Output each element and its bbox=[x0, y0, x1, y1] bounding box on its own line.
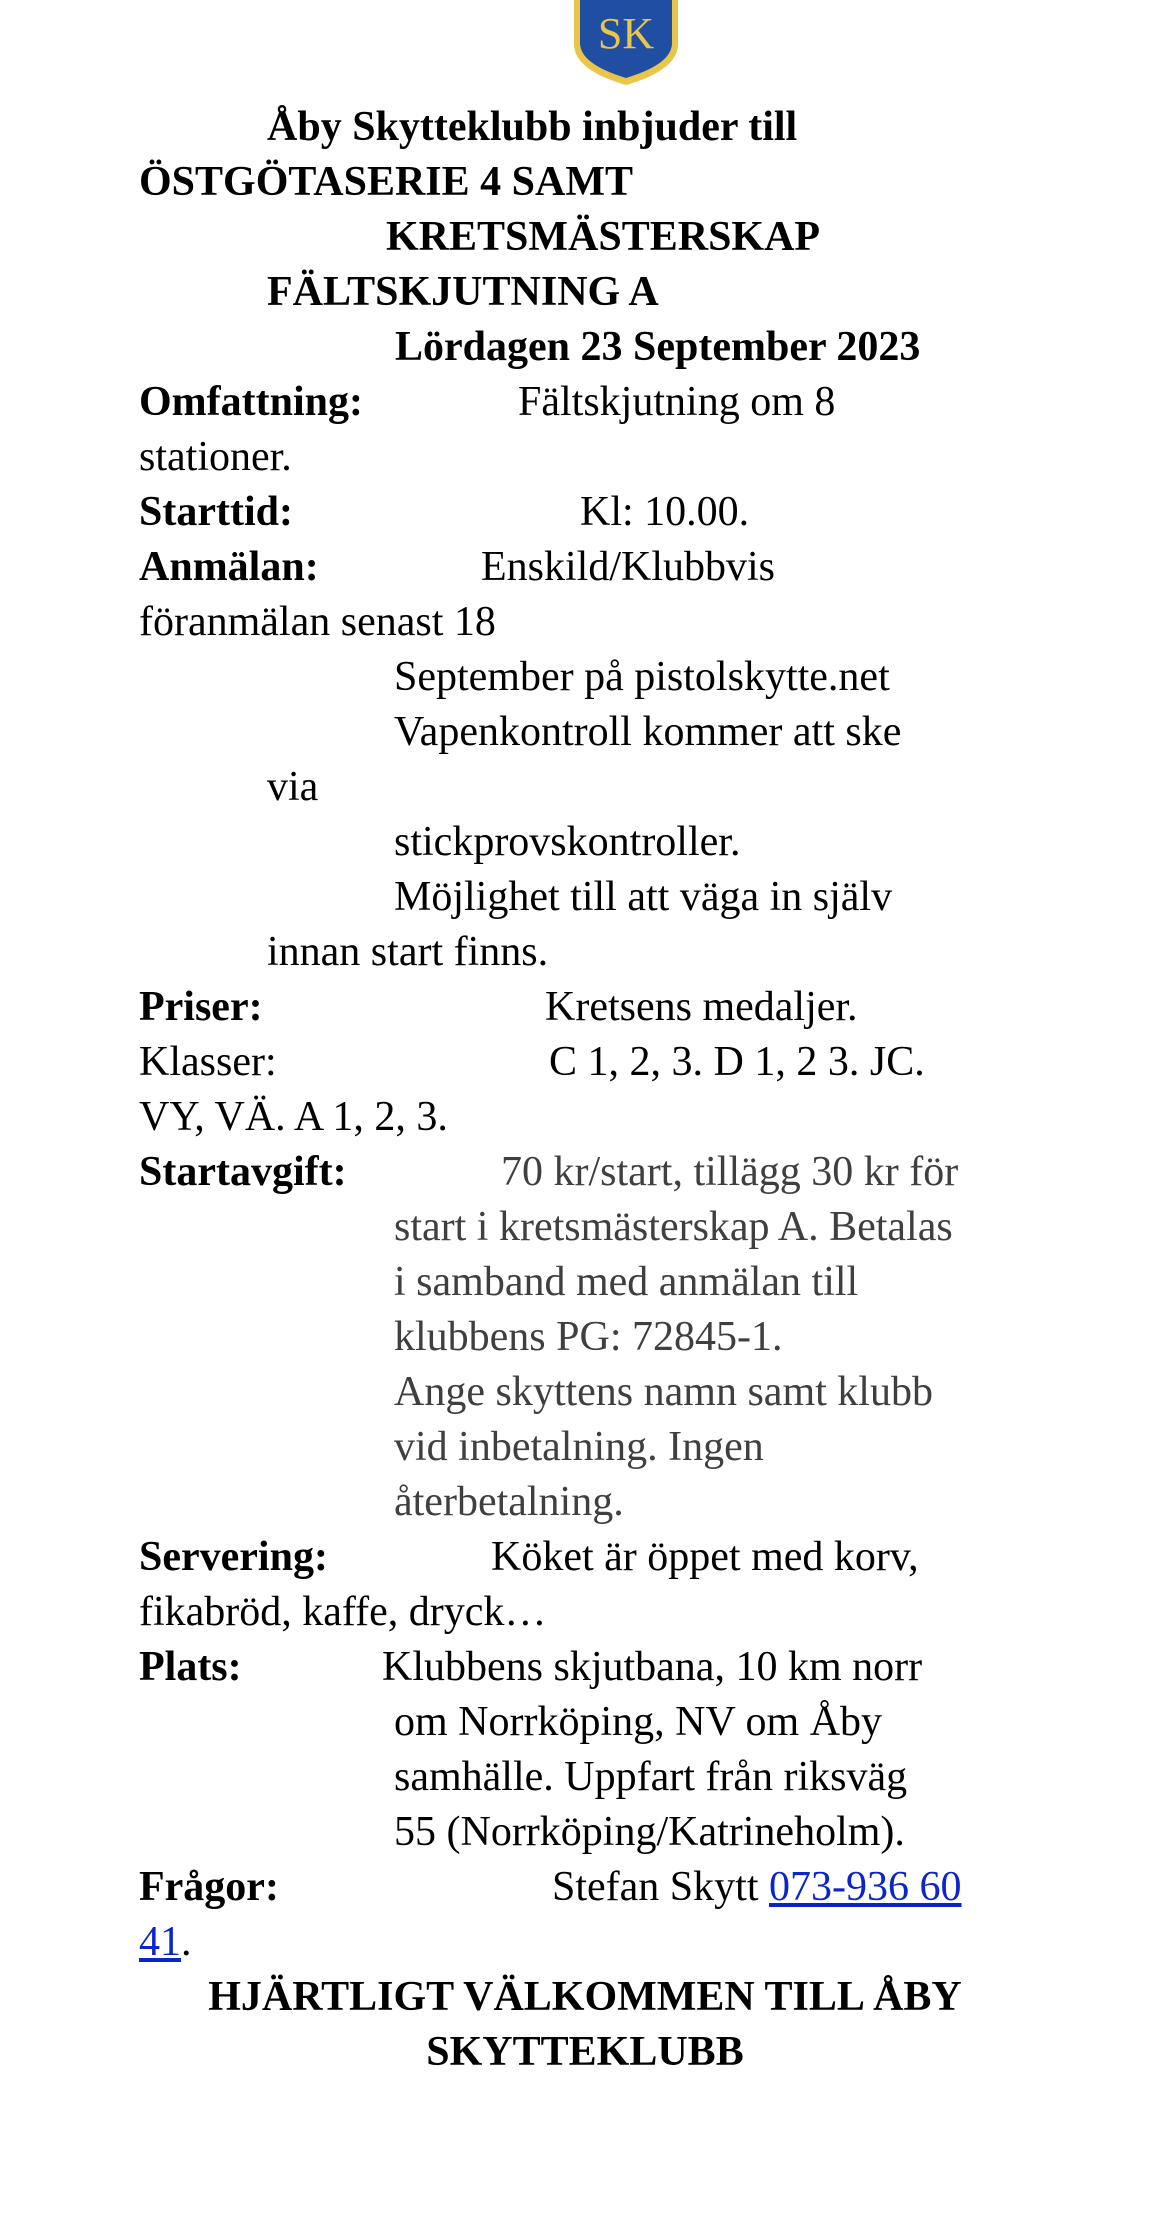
priser-value: Kretsens medaljer. bbox=[545, 984, 858, 1030]
plats-line: samhälle. Uppfart från riksväg bbox=[394, 1754, 908, 1800]
anmalan-label: Anmälan: bbox=[139, 544, 319, 590]
plats-label: Plats: bbox=[139, 1644, 242, 1690]
phone-link[interactable]: 073-936 60 bbox=[769, 1864, 962, 1910]
anmalan-value: Enskild/Klubbvis bbox=[481, 544, 776, 590]
closing-line-2: SKYTTEKLUBB bbox=[426, 2029, 744, 2075]
heading-line-1: Åby Skytteklubb inbjuder till bbox=[267, 104, 798, 150]
heading-line-2: ÖSTGÖTASERIE 4 SAMT bbox=[139, 159, 634, 205]
fragor-label: Frågor: bbox=[139, 1864, 279, 1910]
fragor-row bbox=[552, 1860, 962, 1915]
shield-icon bbox=[571, 0, 681, 86]
klasser-label: Klasser: bbox=[139, 1039, 277, 1085]
plats-line: om Norrköping, NV om Åby bbox=[394, 1699, 883, 1745]
event-date: Lördagen 23 September 2023 bbox=[395, 324, 921, 370]
servering-label: Servering: bbox=[139, 1534, 328, 1580]
heading-line-4: FÄLTSKJUTNING A bbox=[267, 269, 659, 315]
anmalan-line: Möjlighet till att väga in själv bbox=[394, 874, 893, 920]
startavgift-label: Startavgift: bbox=[139, 1149, 347, 1195]
plats-line: 55 (Norrköping/Katrineholm). bbox=[394, 1809, 905, 1855]
klasser-cont: VY, VÄ. A 1, 2, 3. bbox=[139, 1094, 448, 1140]
startavgift-value: 70 kr/start, tillägg 30 kr för bbox=[501, 1149, 959, 1195]
startavgift-line: start i kretsmästerskap A. Betalas bbox=[394, 1204, 953, 1250]
contact-name: Stefan Skytt bbox=[552, 1864, 759, 1910]
anmalan-line: innan start finns. bbox=[267, 929, 549, 975]
phone-link-cont[interactable]: 41 bbox=[139, 1919, 181, 1965]
anmalan-line: stickprovskontroller. bbox=[394, 819, 741, 865]
fragor-row-cont bbox=[139, 1915, 192, 1970]
starttid-value: Kl: 10.00. bbox=[580, 489, 750, 535]
closing-line-1: HJÄRTLIGT VÄLKOMMEN TILL ÅBY bbox=[208, 1974, 962, 2020]
heading-line-3: KRETSMÄSTERSKAP bbox=[386, 214, 821, 260]
anmalan-line: September på pistolskytte.net bbox=[394, 654, 890, 700]
startavgift-line: Ange skyttens namn samt klubb bbox=[394, 1369, 933, 1415]
anmalan-line: Vapenkontroll kommer att ske bbox=[394, 709, 902, 755]
startavgift-line: i samband med anmälan till bbox=[394, 1259, 859, 1305]
starttid-label: Starttid: bbox=[139, 489, 293, 535]
servering-cont: fikabröd, kaffe, dryck… bbox=[139, 1589, 547, 1635]
startavgift-line: vid inbetalning. Ingen bbox=[394, 1424, 764, 1470]
omfattning-label: Omfattning: bbox=[139, 379, 363, 425]
klasser-value: C 1, 2, 3. D 1, 2 3. JC. bbox=[549, 1039, 925, 1085]
omfattning-value: Fältskjutning om 8 bbox=[518, 379, 836, 425]
startavgift-line: återbetalning. bbox=[394, 1479, 624, 1525]
club-logo bbox=[571, 0, 681, 86]
anmalan-line: via bbox=[267, 764, 319, 810]
logo-text: SK bbox=[597, 9, 655, 58]
omfattning-cont: stationer. bbox=[139, 434, 292, 480]
plats-value: Klubbens skjutbana, 10 km norr bbox=[382, 1644, 923, 1690]
anmalan-line: föranmälan senast 18 bbox=[139, 599, 496, 645]
priser-label: Priser: bbox=[139, 984, 263, 1030]
servering-value: Köket är öppet med korv, bbox=[491, 1534, 919, 1580]
fragor-end: . bbox=[181, 1919, 192, 1965]
startavgift-line: klubbens PG: 72845-1. bbox=[394, 1314, 783, 1360]
